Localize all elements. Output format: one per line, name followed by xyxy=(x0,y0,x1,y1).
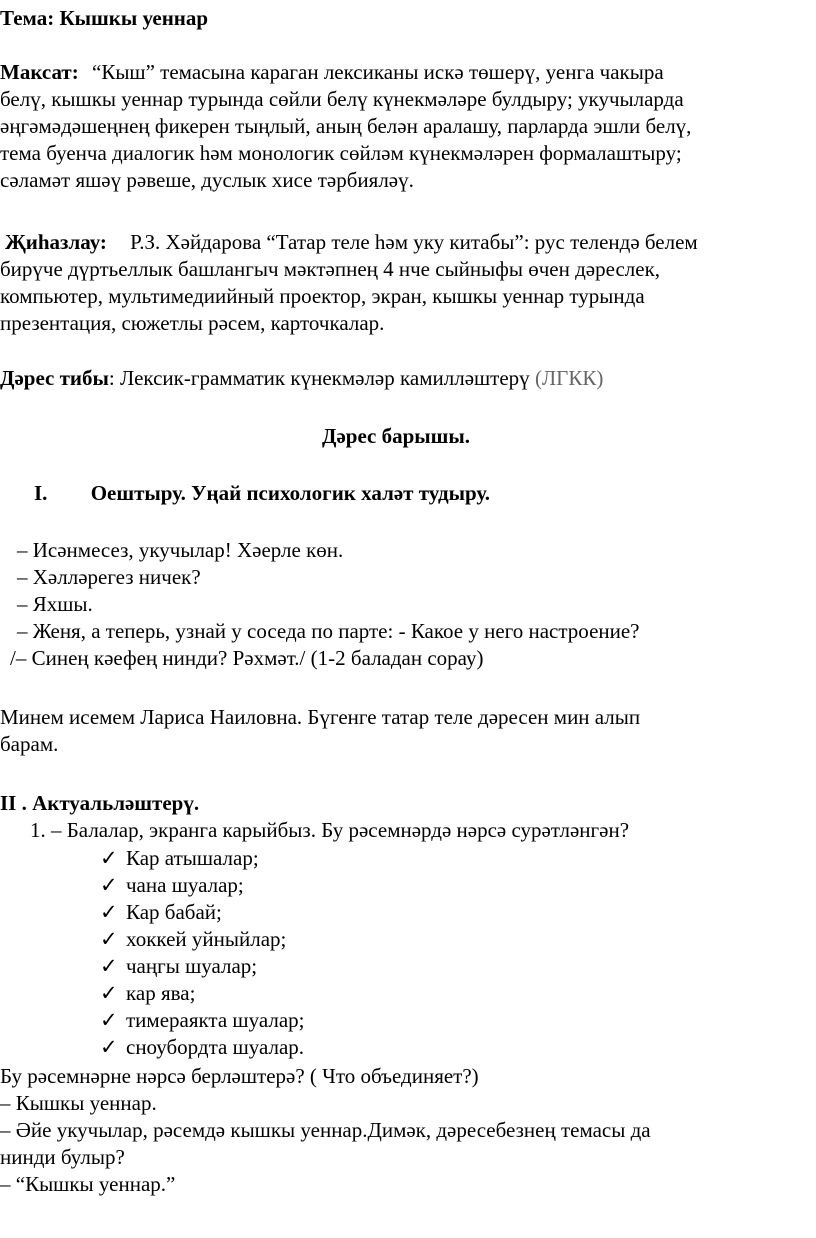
list-item-text: Кар бабай; xyxy=(126,900,222,924)
topic-label: Тема: xyxy=(0,6,55,30)
dialog-line-4: – Женя, а теперь, узнай у соседа по парте: - Какое у него настроение? xyxy=(17,619,640,643)
list-item-text: хоккей уйныйлар; xyxy=(126,927,287,951)
list-item-text: кар ява; xyxy=(126,981,196,1005)
list-item-text: чана шуалар; xyxy=(126,873,244,897)
equipment-text-2: бирүче дүртьеллык башлангыч мәктәпнең 4 нче сыйныфы өчен дәреслек, xyxy=(0,257,661,281)
list-item xyxy=(100,1034,304,1060)
intro-line-1: Минем исемем Лариса Наиловна. Бүгенге татар теле дәресен мин алып xyxy=(0,705,641,729)
list-item-text: чаңгы шуалар; xyxy=(126,954,258,978)
checkmark-icon: ✓ xyxy=(100,954,118,978)
lesson-progress-title: Дәрес барышы. xyxy=(322,424,471,448)
checkmark-icon: ✓ xyxy=(100,873,118,897)
question-1: 1. – Балалар, экранга карыйбыз. Бу рәсемнәрдә нәрсә сурәтләнгән? xyxy=(30,818,630,842)
ending-line-4: нинди булыр? xyxy=(0,1145,125,1169)
checkmark-icon: ✓ xyxy=(100,1008,118,1032)
list-item-text: Кар атышалар; xyxy=(126,846,259,870)
dialog-line-5: /– Синең кәефең нинди? Рәхмәт./ (1-2 баладан сорау) xyxy=(10,646,484,670)
list-item xyxy=(100,1007,304,1033)
list-item-text: сноубордта шуалар. xyxy=(126,1035,305,1059)
ending-line-5: – “Кышкы уеннар.” xyxy=(0,1172,176,1196)
section1-title: Оештыру. Уңай психологик халәт тудыру. xyxy=(90,481,491,505)
ending-line-1: Бу рәсемнәрне нәрсә берләштерә? ( Что объединяет?) xyxy=(0,1064,479,1088)
section1-heading xyxy=(34,480,490,506)
list-item-text: тимераякта шуалар; xyxy=(126,1008,305,1032)
topic-value: Кышкы уеннар xyxy=(59,6,209,30)
list-item xyxy=(100,845,259,871)
equipment-line-1 xyxy=(5,229,698,255)
goal-text-5: сәламәт яшәү рәвеше, дуслык хисе тәрбияләү. xyxy=(0,168,414,192)
equipment-label: Җиһазлау: xyxy=(5,230,107,254)
list-item xyxy=(100,953,257,979)
equipment-text-4: презентация, сюжетлы рәсем, карточкалар. xyxy=(0,311,385,335)
intro-line-2: барам. xyxy=(0,732,59,756)
section2-heading: II . Актуальләштерү. xyxy=(0,791,200,815)
goal-line-1 xyxy=(0,59,664,85)
checkmark-icon: ✓ xyxy=(100,981,118,1005)
equipment-text-3: компьютер, мультимедиийный проектор, экран, кышкы уеннар турында xyxy=(0,284,645,308)
lesson-type-label: Дәрес тибы xyxy=(0,366,109,390)
checkmark-icon: ✓ xyxy=(100,927,118,951)
goal-text-4: тема буенча диалогик һәм монологик сөйләм күнекмәләрен формалаштыру; xyxy=(0,141,682,165)
checkmark-icon: ✓ xyxy=(100,900,118,924)
section1-number: I. xyxy=(34,481,48,505)
dialog-line-3: – Яхшы. xyxy=(17,592,93,616)
goal-label: Максат: xyxy=(0,60,79,84)
goal-text-2: белү, кышкы уеннар турында сөйли белү күнекмәләре булдыру; укучыларда xyxy=(0,87,684,111)
topic-line xyxy=(0,5,208,31)
checkmark-icon: ✓ xyxy=(100,1035,118,1059)
goal-text-3: әңгәмәдәшеңнең фикерен тыңлый, аның белән аралашу, парларда эшли белү, xyxy=(0,114,692,138)
ending-line-3: – Әйе укучылар, рәсемдә кышкы уеннар.Димәк, дәресебезнең темасы да xyxy=(0,1118,651,1142)
dialog-line-1: – Исәнмесез, укучылар! Хәерле көн. xyxy=(17,538,344,562)
list-item xyxy=(100,980,195,1006)
equipment-text-1: Р.З. Хәйдарова “Татар теле һәм уку китабы”: рус телендә белем xyxy=(130,230,698,254)
list-item xyxy=(100,899,222,925)
dialog-line-2: – Хәлләрегез ничек? xyxy=(17,565,201,589)
ending-line-2: – Кышкы уеннар. xyxy=(0,1091,157,1115)
lesson-type-line xyxy=(0,365,603,391)
list-item xyxy=(100,926,286,952)
checkmark-icon: ✓ xyxy=(100,846,118,870)
lesson-type-value: : Лексик-грамматик күнекмәләр камилләштерү xyxy=(108,366,530,390)
goal-text-1: “Кыш” темасына караган лексиканы искә төшерү, уенга чакыра xyxy=(92,60,664,84)
lesson-type-abbr: (ЛГКК) xyxy=(534,366,604,390)
list-item xyxy=(100,872,244,898)
